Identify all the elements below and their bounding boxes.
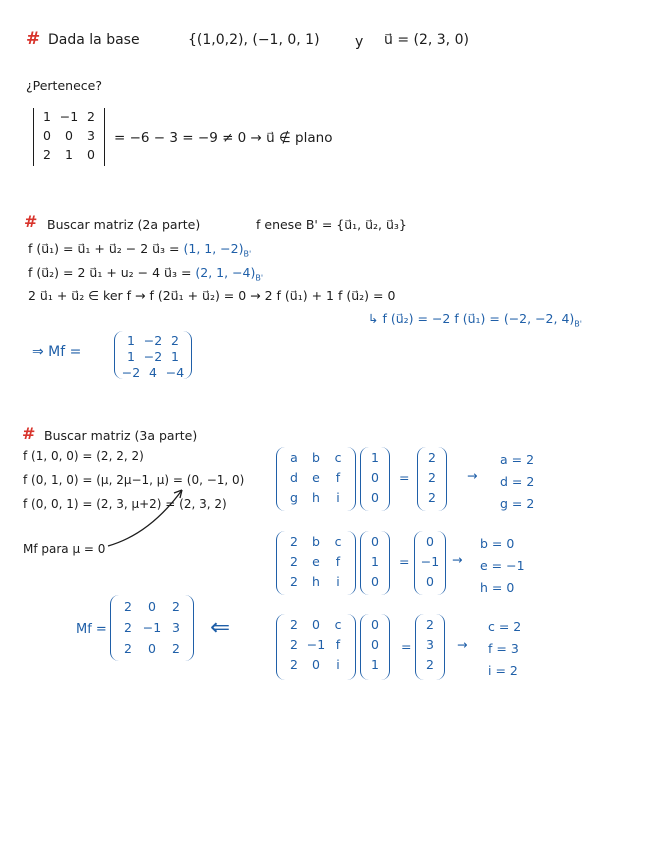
mf2-cell: −2	[143, 349, 163, 364]
section2-mf-label: ⇒ Mf =	[32, 344, 82, 360]
sys2-arrow: →	[452, 552, 463, 567]
sys2-x-cell: 0	[371, 574, 379, 589]
mf3-cell: 2	[124, 599, 132, 614]
sys1-a-cell: g	[290, 490, 298, 505]
section2-line3: 2 u⃗₁ + u⃗₂ ∈ ker f → f (2u⃗₁ + u⃗₂) = 0 → 2 f (u⃗₁) + 1 f (u⃗₂) = 0	[28, 288, 396, 303]
annotation-curve-arrow	[100, 484, 190, 554]
mf3-cell: 0	[148, 599, 156, 614]
sys3-result-2: f = 3	[488, 641, 519, 656]
double-arrow-left-icon: ⇐	[210, 613, 231, 641]
mf3-cell: 0	[148, 641, 156, 656]
mf3-cell: 2	[172, 641, 180, 656]
sys3-a-cell: i	[336, 657, 340, 672]
sys3-b-cell: 2	[426, 617, 434, 632]
det-cell: 0	[65, 128, 73, 143]
sys2-a-cell: b	[312, 534, 320, 549]
section2-line2-lhs: f (u⃗₂) = 2 u⃗₁ + u₂ − 4 u⃗₃ =	[28, 265, 192, 280]
mf2-cell: −4	[165, 365, 185, 380]
det-cell: 0	[43, 128, 51, 143]
section3-lhs-line-2: f (0, 1, 0) = (μ, 2μ−1, μ) = (0, −1, 0)	[23, 473, 245, 487]
section2-line4-arrow: ↳	[368, 311, 379, 326]
sys3-x-cell: 0	[371, 617, 379, 632]
sys1-arrow: →	[467, 468, 478, 483]
sys2-result-1: b = 0	[480, 536, 515, 551]
sys2-vector-x	[360, 531, 390, 595]
section1-title: Dada la base	[48, 32, 140, 48]
mf2-cell: 1	[171, 349, 179, 364]
sys1-a-cell: h	[312, 490, 320, 505]
sys2-x-cell: 1	[371, 554, 379, 569]
sys1-a-cell: f	[335, 470, 341, 485]
section2-f-line: f enese B' = {u⃗₁, u⃗₂, u⃗₃}	[256, 217, 407, 232]
mf3-cell: 2	[172, 599, 180, 614]
section3-lhs-line-1: f (1, 0, 0) = (2, 2, 2)	[23, 449, 144, 463]
sys3-a-cell: 2	[290, 617, 298, 632]
section2-line4-value: f (u⃗₂) = −2 f (u⃗₁) = (−2, −2, 4)	[382, 311, 575, 326]
section3-title: Buscar matriz (3a parte)	[44, 428, 198, 443]
sys2-b-cell: 0	[426, 534, 434, 549]
sys2-b-cell: −1	[420, 554, 440, 569]
sys2-a-cell: h	[312, 574, 320, 589]
sys3-result-3: i = 2	[488, 663, 518, 678]
sys3-a-cell: −1	[306, 637, 326, 652]
mf2-cell: −2	[143, 333, 163, 348]
det-cell: −1	[59, 109, 79, 124]
sys1-a-cell: e	[312, 470, 320, 485]
section2-line2	[28, 265, 263, 283]
sys3-result-1: c = 2	[488, 619, 522, 634]
sys2-a-cell: 2	[290, 534, 298, 549]
sys2-result-3: h = 0	[480, 580, 515, 595]
section3-hash: #	[22, 424, 36, 443]
sys2-b-cell: 0	[426, 574, 434, 589]
mf2-cell: 4	[149, 365, 157, 380]
sys2-equals: =	[399, 554, 410, 569]
sys1-vector-b	[417, 447, 447, 511]
section2-mf-matrix	[114, 331, 192, 379]
section1-hash: #	[26, 29, 41, 49]
section2-line2-value: (2, 1, −4)	[195, 265, 256, 280]
sys3-equals: =	[401, 639, 412, 654]
sys2-result-2: e = −1	[480, 558, 525, 573]
sys1-matrix-a	[276, 447, 356, 511]
sys2-matrix-a	[276, 531, 356, 595]
sys3-x-cell: 1	[371, 657, 379, 672]
sys1-a-cell: i	[336, 490, 340, 505]
sys1-a-cell: b	[312, 450, 320, 465]
det-cell: 0	[87, 147, 95, 162]
section2-title: Buscar matriz (2a parte)	[47, 217, 201, 232]
sys1-b-cell: 2	[428, 450, 436, 465]
sys3-vector-b	[415, 614, 445, 680]
sys2-a-cell: 2	[290, 574, 298, 589]
section1-det-result: = −6 − 3 = −9 ≠ 0 → u⃗ ∉ plano	[114, 130, 333, 146]
mf3-cell: 2	[124, 620, 132, 635]
sys2-results	[480, 533, 525, 599]
sys2-a-cell: c	[334, 534, 342, 549]
mf2-cell: 1	[127, 333, 135, 348]
section2-line2-sub: B'	[255, 273, 264, 283]
mf3-cell: −1	[142, 620, 162, 635]
sys1-b-cell: 2	[428, 490, 436, 505]
sys1-result-1: a = 2	[500, 452, 535, 467]
sys1-b-cell: 2	[428, 470, 436, 485]
det-cell: 1	[65, 147, 73, 162]
det-cell: 3	[87, 128, 95, 143]
section3-mf-label: Mf =	[76, 622, 107, 637]
sys3-arrow: →	[457, 637, 468, 652]
section2-hash: #	[24, 212, 38, 231]
sys1-x-cell: 1	[371, 450, 379, 465]
section3-mf-matrix	[110, 595, 194, 661]
sys3-results	[488, 616, 521, 682]
section1-u-def: u⃗ = (2, 3, 0)	[384, 32, 469, 48]
sys3-a-cell: c	[334, 617, 342, 632]
det-cell: 2	[43, 147, 51, 162]
sys3-a-cell: f	[335, 637, 341, 652]
sys3-a-cell: 0	[312, 657, 320, 672]
section1-y: y	[355, 34, 364, 50]
section3-note: Mf para μ = 0	[23, 542, 106, 556]
mf2-cell: 1	[127, 349, 135, 364]
section2-line4-sub: B'	[574, 319, 582, 329]
sys1-a-cell: c	[334, 450, 342, 465]
sys3-a-cell: 2	[290, 657, 298, 672]
sys2-a-cell: e	[312, 554, 320, 569]
sys2-a-cell: i	[336, 574, 340, 589]
mf2-cell: 2	[171, 333, 179, 348]
section1-determinant	[33, 108, 105, 166]
sys1-a-cell: a	[290, 450, 298, 465]
sys3-vector-x	[360, 614, 390, 680]
sys2-vector-b	[414, 531, 446, 595]
sys2-a-cell: 2	[290, 554, 298, 569]
sys3-matrix-a	[276, 614, 356, 680]
section2-line4	[368, 311, 582, 329]
section2-line1-sub: B'	[243, 249, 252, 259]
sys1-results	[500, 449, 534, 515]
sys3-b-cell: 3	[426, 637, 434, 652]
mf3-cell: 3	[172, 620, 180, 635]
section1-question: ¿Pertenece?	[26, 78, 102, 93]
section3-lhs-line-3: f (0, 0, 1) = (2, 3, μ+2) = (2, 3, 2)	[23, 497, 227, 511]
sys1-vector-x	[360, 447, 390, 511]
sys1-x-cell: 0	[371, 490, 379, 505]
sys3-a-cell: 2	[290, 637, 298, 652]
sys3-a-cell: 0	[312, 617, 320, 632]
mf3-cell: 2	[124, 641, 132, 656]
sys2-x-cell: 0	[371, 534, 379, 549]
sys1-equals: =	[399, 470, 410, 485]
sys1-x-cell: 0	[371, 470, 379, 485]
sys1-result-2: d = 2	[500, 474, 535, 489]
section2-line1-lhs: f (u⃗₁) = u⃗₁ + u⃗₂ − 2 u⃗₃ =	[28, 241, 180, 256]
det-cell: 2	[87, 109, 95, 124]
sys3-x-cell: 0	[371, 637, 379, 652]
section2-line1-value: (1, 1, −2)	[183, 241, 244, 256]
section2-line1	[28, 241, 251, 259]
sys3-b-cell: 2	[426, 657, 434, 672]
sys1-a-cell: d	[290, 470, 298, 485]
sys2-a-cell: f	[335, 554, 341, 569]
section1-basis: {(1,0,2), (−1, 0, 1)	[188, 32, 320, 48]
mf2-cell: −2	[121, 365, 141, 380]
det-cell: 1	[43, 109, 51, 124]
sys1-result-3: g = 2	[500, 496, 535, 511]
